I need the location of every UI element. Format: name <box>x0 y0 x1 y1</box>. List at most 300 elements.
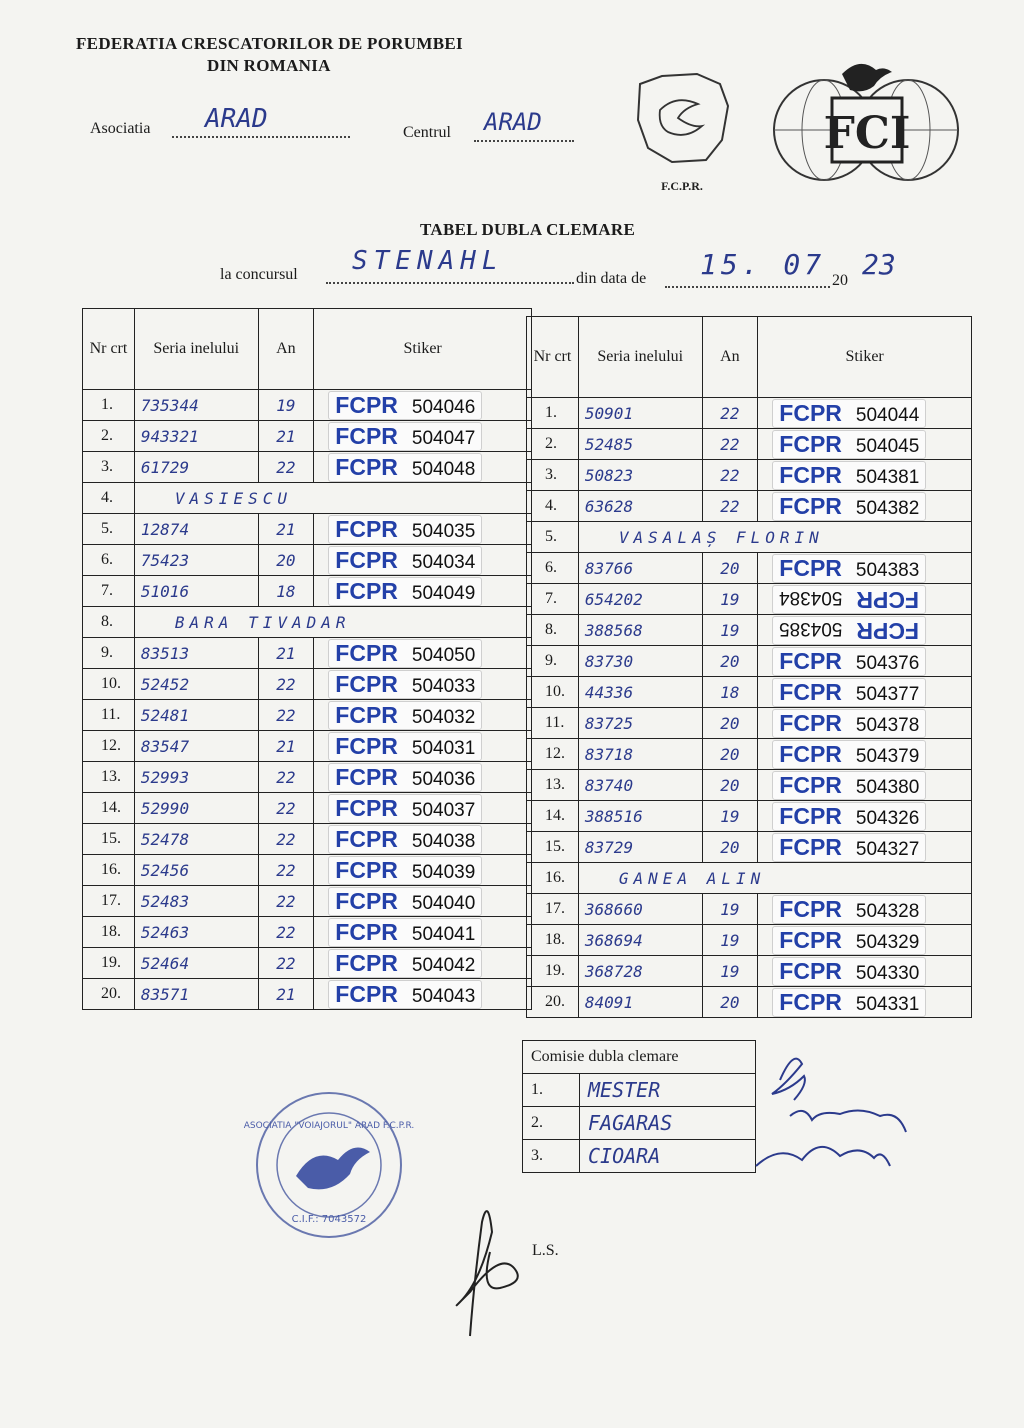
sticker-label <box>328 980 482 1009</box>
table-row <box>527 863 972 894</box>
ring-serial: 83513 <box>134 638 258 669</box>
sticker-brand: FCPR <box>335 980 398 1007</box>
sticker-cell <box>758 398 972 429</box>
sticker-number: 504040 <box>411 892 476 914</box>
table-row <box>83 421 532 452</box>
row-number: 3. <box>83 452 135 483</box>
ring-year: 20 <box>702 832 758 863</box>
sticker-number: 504050 <box>411 644 476 666</box>
table-row <box>527 491 972 522</box>
col-header-stiker: Stiker <box>314 309 532 390</box>
commission-member: FAGARAS <box>580 1107 756 1140</box>
sticker-cell <box>314 948 532 979</box>
ring-year: 18 <box>258 576 314 607</box>
right-ring-table <box>526 316 972 1018</box>
commission-table <box>522 1040 756 1173</box>
sticker-cell <box>314 824 532 855</box>
sticker-cell <box>758 832 972 863</box>
ring-year: 21 <box>258 514 314 545</box>
col-header-an: An <box>702 317 758 398</box>
commission-signatures <box>750 1040 920 1180</box>
asociatia-label: Asociatia <box>90 120 151 137</box>
ring-year: 21 <box>258 638 314 669</box>
row-number: 19. <box>83 948 135 979</box>
sticker-cell <box>314 390 532 421</box>
row-number: 13. <box>83 762 135 793</box>
sticker-number: 504032 <box>411 706 476 728</box>
sticker-label <box>328 453 482 482</box>
ring-serial: 61729 <box>134 452 258 483</box>
ls-label: L.S. <box>532 1242 559 1259</box>
ring-year: 22 <box>258 762 314 793</box>
sticker-brand: FCPR <box>779 895 842 922</box>
table-row <box>83 700 532 731</box>
sticker-label <box>328 422 482 451</box>
ring-serial: 368660 <box>578 894 702 925</box>
ring-year: 22 <box>702 491 758 522</box>
data-label: din data de <box>576 270 647 287</box>
date-value: 15. 07 <box>700 248 826 281</box>
sticker-cell <box>758 987 972 1018</box>
asociatia-value: ARAD <box>205 104 268 134</box>
table-row <box>83 607 532 638</box>
sticker-label <box>328 949 482 978</box>
sticker-brand: FCPR <box>779 647 842 674</box>
centrul-value: ARAD <box>484 108 542 136</box>
sticker-label <box>328 856 482 885</box>
row-number: 6. <box>527 553 579 584</box>
row-number: 13. <box>527 770 579 801</box>
table-row <box>527 460 972 491</box>
sticker-number: 504383 <box>855 559 920 581</box>
table-row <box>83 452 532 483</box>
concurs-value: STENAHL <box>352 246 504 276</box>
ring-year: 19 <box>702 801 758 832</box>
sticker-number: 504036 <box>411 768 476 790</box>
sticker-label <box>772 399 926 428</box>
ring-serial: 735344 <box>134 390 258 421</box>
table-row <box>527 987 972 1018</box>
sticker-label <box>772 492 926 521</box>
sticker-brand: FCPR <box>335 391 398 418</box>
sticker-number: 504042 <box>411 954 476 976</box>
row-number: 20. <box>527 987 579 1018</box>
table-row <box>527 832 972 863</box>
sticker-number: 504330 <box>855 962 920 984</box>
org-name-line1: FEDERATIA CRESCATORILOR DE PORUMBEI <box>76 34 463 53</box>
table-row <box>83 917 532 948</box>
sticker-number: 504043 <box>411 985 476 1007</box>
commission-row <box>523 1107 756 1140</box>
ring-year: 22 <box>258 793 314 824</box>
stamp-ring-text: ASOCIATIA "VOIAJORUL" ARAD F.C.P.R. <box>243 1121 415 1131</box>
sticker-label <box>328 701 482 730</box>
col-header-nr: Nr crt <box>83 309 135 390</box>
commission-nr: 2. <box>523 1107 580 1140</box>
row-number: 4. <box>83 483 135 514</box>
ring-serial: 75423 <box>134 545 258 576</box>
sticker-number: 504033 <box>411 675 476 697</box>
sticker-cell <box>758 429 972 460</box>
ring-serial: 52456 <box>134 855 258 886</box>
sticker-brand: FCPR <box>335 546 398 573</box>
sticker-cell <box>758 894 972 925</box>
year-value: 23 <box>862 248 896 281</box>
sticker-cell <box>758 460 972 491</box>
row-number: 16. <box>83 855 135 886</box>
ring-year: 19 <box>702 584 758 615</box>
ring-year: 22 <box>702 429 758 460</box>
ring-year: 22 <box>258 917 314 948</box>
ring-serial: 83766 <box>578 553 702 584</box>
sticker-cell <box>314 886 532 917</box>
ring-year: 20 <box>702 739 758 770</box>
ring-serial: 12874 <box>134 514 258 545</box>
sticker-brand: FCPR <box>335 670 398 697</box>
sticker-label <box>328 794 482 823</box>
year-prefix: 20 <box>832 272 848 289</box>
sticker-label <box>772 957 926 986</box>
row-number: 20. <box>83 979 135 1010</box>
sticker-cell <box>314 421 532 452</box>
sticker-brand: FCPR <box>335 918 398 945</box>
sticker-brand: FCPR <box>335 577 398 604</box>
sticker-label <box>772 554 926 583</box>
sticker-brand: FCPR <box>779 833 842 860</box>
commission-member: CIOARA <box>580 1140 756 1173</box>
row-number: 5. <box>83 514 135 545</box>
sticker-number: 504039 <box>411 861 476 883</box>
sticker-number: 504379 <box>855 745 920 767</box>
sticker-cell <box>758 584 972 615</box>
ring-serial: 52481 <box>134 700 258 731</box>
sticker-brand: FCPR <box>779 430 842 457</box>
ring-serial: 83725 <box>578 708 702 739</box>
row-number: 8. <box>83 607 135 638</box>
ring-serial: 52464 <box>134 948 258 979</box>
sticker-cell <box>314 917 532 948</box>
sticker-cell <box>758 491 972 522</box>
sticker-number: 504037 <box>411 799 476 821</box>
sticker-brand: FCPR <box>856 586 920 613</box>
ring-serial: 388568 <box>578 615 702 646</box>
sticker-cell <box>758 770 972 801</box>
sticker-cell <box>314 979 532 1010</box>
ring-serial: 83547 <box>134 731 258 762</box>
col-header-an: An <box>258 309 314 390</box>
sticker-cell <box>314 731 532 762</box>
table-row <box>527 956 972 987</box>
row-number: 11. <box>83 700 135 731</box>
sticker-brand: FCPR <box>335 856 398 883</box>
row-number: 12. <box>527 739 579 770</box>
owner-name: VASIESCU <box>134 483 531 514</box>
row-number: 9. <box>83 638 135 669</box>
table-row <box>527 925 972 956</box>
row-number: 10. <box>83 669 135 700</box>
sticker-brand: FCPR <box>779 709 842 736</box>
sticker-number: 504031 <box>411 737 476 759</box>
table-row <box>83 545 532 576</box>
sticker-number: 504381 <box>855 466 920 488</box>
row-number: 17. <box>527 894 579 925</box>
table-row <box>527 801 972 832</box>
row-number: 15. <box>527 832 579 863</box>
sticker-number: 504035 <box>411 520 476 542</box>
table-row <box>527 398 972 429</box>
table-row <box>527 677 972 708</box>
ring-serial: 368728 <box>578 956 702 987</box>
sticker-cell <box>758 925 972 956</box>
row-number: 7. <box>527 584 579 615</box>
sticker-label <box>328 639 482 668</box>
table-row <box>83 762 532 793</box>
table-row <box>527 708 972 739</box>
ring-year: 19 <box>702 956 758 987</box>
president-signature <box>430 1192 540 1342</box>
sticker-brand: FCPR <box>779 492 842 519</box>
sticker-number: 504331 <box>855 993 920 1015</box>
row-number: 6. <box>83 545 135 576</box>
sticker-label <box>772 616 926 645</box>
sticker-label <box>772 833 926 862</box>
sticker-brand: FCPR <box>335 825 398 852</box>
col-header-seria: Seria inelului <box>134 309 258 390</box>
ring-year: 20 <box>702 708 758 739</box>
table-row <box>83 793 532 824</box>
sticker-number: 504045 <box>855 435 920 457</box>
row-number: 1. <box>83 390 135 421</box>
sticker-label <box>772 771 926 800</box>
row-number: 10. <box>527 677 579 708</box>
sticker-cell <box>758 677 972 708</box>
sticker-label <box>772 647 926 676</box>
ring-serial: 83730 <box>578 646 702 677</box>
sticker-label <box>328 391 482 420</box>
table-row <box>83 390 532 421</box>
sticker-cell <box>758 801 972 832</box>
sticker-number: 504038 <box>411 830 476 852</box>
sticker-cell <box>314 762 532 793</box>
ring-serial: 50901 <box>578 398 702 429</box>
sticker-label <box>772 988 926 1017</box>
sticker-brand: FCPR <box>335 794 398 821</box>
row-number: 15. <box>83 824 135 855</box>
sticker-cell <box>758 646 972 677</box>
sticker-label <box>328 732 482 761</box>
sticker-label <box>772 926 926 955</box>
ring-year: 21 <box>258 731 314 762</box>
ring-year: 19 <box>702 925 758 956</box>
fcpr-logo-abbr: F.C.P.R. <box>661 179 703 193</box>
row-number: 14. <box>83 793 135 824</box>
sticker-label <box>328 515 482 544</box>
owner-name: VASALAȘ FLORIN <box>578 522 971 553</box>
sticker-number: 504041 <box>411 923 476 945</box>
sticker-label <box>772 461 926 490</box>
sticker-brand: FCPR <box>779 771 842 798</box>
sticker-number: 504376 <box>855 652 920 674</box>
sticker-label <box>328 918 482 947</box>
row-number: 3. <box>527 460 579 491</box>
col-header-nr: Nr crt <box>527 317 579 398</box>
ring-serial: 52483 <box>134 886 258 917</box>
sticker-label <box>772 709 926 738</box>
stamp-cif: C.I.F.: 7043572 <box>291 1214 367 1225</box>
sticker-cell <box>758 615 972 646</box>
row-number: 12. <box>83 731 135 762</box>
table-row <box>83 638 532 669</box>
sticker-brand: FCPR <box>779 740 842 767</box>
sticker-brand: FCPR <box>335 887 398 914</box>
sticker-brand: FCPR <box>335 639 398 666</box>
table-row <box>83 514 532 545</box>
commission-member: MESTER <box>580 1074 756 1107</box>
table-row <box>83 886 532 917</box>
sticker-brand: FCPR <box>779 957 842 984</box>
table-row <box>83 669 532 700</box>
sticker-brand: FCPR <box>779 926 842 953</box>
sticker-brand: FCPR <box>856 617 920 644</box>
table-row <box>83 731 532 762</box>
row-number: 5. <box>527 522 579 553</box>
sticker-number: 504048 <box>411 458 476 480</box>
table-row <box>527 584 972 615</box>
table-row <box>527 522 972 553</box>
fci-logo <box>768 42 964 192</box>
sticker-cell <box>758 956 972 987</box>
sticker-label <box>328 577 482 606</box>
ring-year: 19 <box>702 894 758 925</box>
sticker-label <box>772 895 926 924</box>
ring-serial: 943321 <box>134 421 258 452</box>
ring-serial: 83729 <box>578 832 702 863</box>
row-number: 17. <box>83 886 135 917</box>
commission-nr: 3. <box>523 1140 580 1173</box>
sticker-cell <box>314 545 532 576</box>
fci-logo-text: FCI <box>823 108 911 159</box>
ring-serial: 52990 <box>134 793 258 824</box>
col-header-stiker: Stiker <box>758 317 972 398</box>
table-row <box>527 615 972 646</box>
sticker-brand: FCPR <box>779 678 842 705</box>
table-row <box>83 948 532 979</box>
commission-row <box>523 1140 756 1173</box>
ring-serial: 52993 <box>134 762 258 793</box>
ring-year: 22 <box>258 669 314 700</box>
ring-year: 22 <box>702 398 758 429</box>
row-number: 19. <box>527 956 579 987</box>
sticker-number: 504034 <box>411 551 476 573</box>
sticker-number: 504384 <box>779 586 843 608</box>
sticker-label <box>328 546 482 575</box>
sticker-cell <box>314 793 532 824</box>
table-row <box>527 646 972 677</box>
ring-year: 21 <box>258 979 314 1010</box>
sticker-brand: FCPR <box>779 802 842 829</box>
table-row <box>527 553 972 584</box>
ring-year: 21 <box>258 421 314 452</box>
sticker-cell <box>314 700 532 731</box>
ring-year: 20 <box>702 646 758 677</box>
ring-serial: 388516 <box>578 801 702 832</box>
sticker-cell <box>758 708 972 739</box>
ring-serial: 84091 <box>578 987 702 1018</box>
table-row <box>527 739 972 770</box>
ring-year: 20 <box>702 770 758 801</box>
table-row <box>83 576 532 607</box>
row-number: 11. <box>527 708 579 739</box>
table-row <box>83 483 532 514</box>
centrul-label: Centrul <box>403 124 451 141</box>
table-row <box>527 894 972 925</box>
sticker-cell <box>314 638 532 669</box>
sticker-label <box>328 887 482 916</box>
ring-serial: 51016 <box>134 576 258 607</box>
sticker-brand: FCPR <box>335 949 398 976</box>
row-number: 8. <box>527 615 579 646</box>
sticker-label <box>328 825 482 854</box>
sticker-brand: FCPR <box>335 515 398 542</box>
sticker-cell <box>314 855 532 886</box>
ring-year: 22 <box>258 700 314 731</box>
ring-serial: 52452 <box>134 669 258 700</box>
sticker-brand: FCPR <box>335 422 398 449</box>
sticker-brand: FCPR <box>335 453 398 480</box>
sticker-brand: FCPR <box>335 763 398 790</box>
ring-serial: 83718 <box>578 739 702 770</box>
sticker-brand: FCPR <box>335 701 398 728</box>
concurs-label: la concursul <box>220 266 298 283</box>
sticker-number: 504382 <box>855 497 920 519</box>
ring-year: 20 <box>702 553 758 584</box>
ring-year: 18 <box>702 677 758 708</box>
row-number: 14. <box>527 801 579 832</box>
sticker-label <box>328 670 482 699</box>
sticker-cell <box>314 514 532 545</box>
commission-title: Comisie dubla clemare <box>523 1041 756 1074</box>
sticker-brand: FCPR <box>335 732 398 759</box>
commission-nr: 1. <box>523 1074 580 1107</box>
sticker-label <box>772 430 926 459</box>
row-number: 2. <box>527 429 579 460</box>
row-number: 18. <box>527 925 579 956</box>
owner-name: BARA TIVADAR <box>134 607 531 638</box>
row-number: 16. <box>527 863 579 894</box>
sticker-number: 504385 <box>779 617 843 639</box>
ring-serial: 368694 <box>578 925 702 956</box>
org-name-line2: DIN ROMANIA <box>207 56 331 75</box>
row-number: 2. <box>83 421 135 452</box>
sticker-number: 504380 <box>855 776 920 798</box>
sticker-cell <box>314 452 532 483</box>
sticker-label <box>772 802 926 831</box>
row-number: 4. <box>527 491 579 522</box>
ring-year: 22 <box>258 824 314 855</box>
table-row <box>83 979 532 1010</box>
ring-year: 20 <box>258 545 314 576</box>
sticker-brand: FCPR <box>779 461 842 488</box>
sticker-number: 504044 <box>855 404 920 426</box>
ring-serial: 44336 <box>578 677 702 708</box>
sticker-number: 504329 <box>855 931 920 953</box>
ring-year: 22 <box>258 855 314 886</box>
table-row <box>527 429 972 460</box>
table-row <box>527 770 972 801</box>
sticker-brand: FCPR <box>779 988 842 1015</box>
sticker-number: 504047 <box>411 427 476 449</box>
row-number: 18. <box>83 917 135 948</box>
